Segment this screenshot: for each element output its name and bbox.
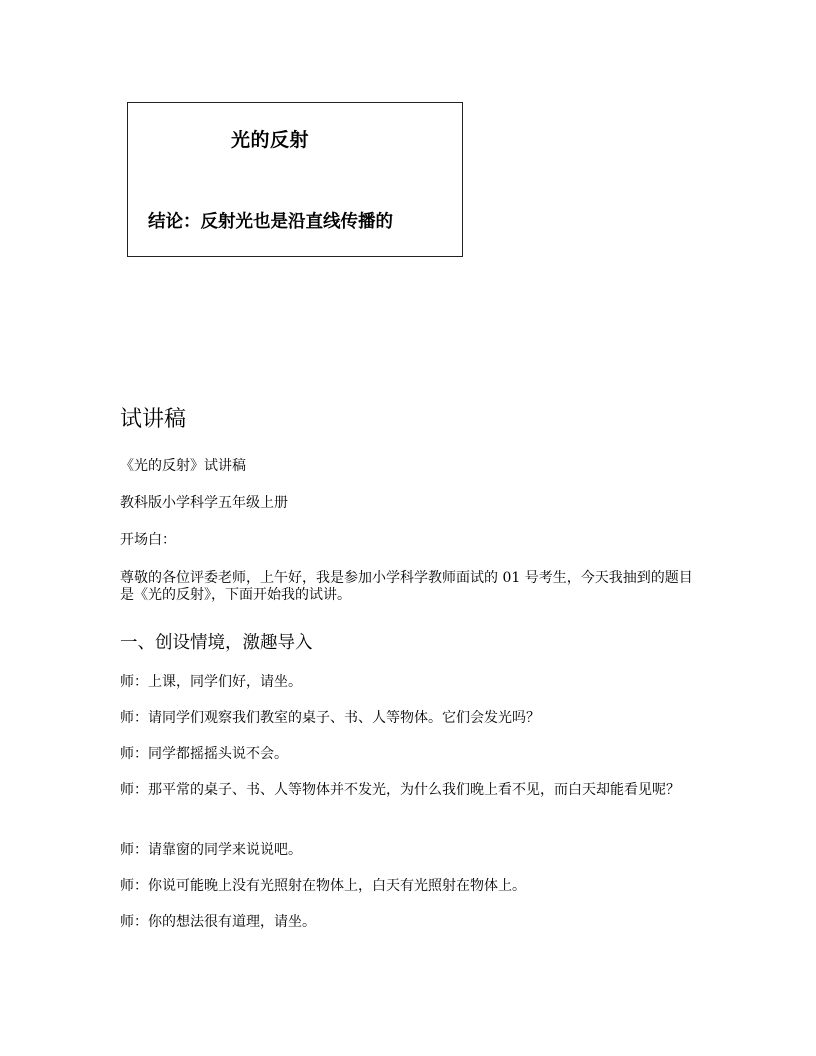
opening-label: 开场白： xyxy=(120,532,176,548)
dialogue-line: 师：请靠窗的同学来说说吧。 xyxy=(120,842,302,858)
textbook-info: 教科版小学科学五年级上册 xyxy=(120,495,288,511)
dialogue-line: 师：你说可能晚上没有光照射在物体上，白天有光照射在物体上。 xyxy=(120,878,526,894)
opening-text: 尊敬的各位评委老师，上午好，我是参加小学科学教师面试的 01 号考生，今天我抽到的题目是《光的反射》，下面开始我的试讲。 xyxy=(120,570,693,603)
document-subtitle: 《光的反射》试讲稿 xyxy=(120,458,246,474)
dialogue-line: 师：上课，同学们好，请坐。 xyxy=(120,674,302,690)
document-heading: 试讲稿 xyxy=(120,407,187,432)
slide-title: 光的反射 xyxy=(231,129,310,151)
dialogue-line: 师：同学都摇摇头说不会。 xyxy=(120,746,288,762)
dialogue-line: 师：那平常的桌子、书、人等物体并不发光，为什么我们晚上看不见，而白天却能看见呢？ xyxy=(120,782,680,798)
slide-image xyxy=(127,102,463,257)
dialogue-line: 师：你的想法很有道理，请坐。 xyxy=(120,914,316,930)
section-heading: 一、创设情境，激趣导入 xyxy=(120,633,313,653)
dialogue-line: 师：请同学们观察我们教室的桌子、书、人等物体。它们会发光吗？ xyxy=(120,710,540,726)
slide-conclusion: 结论：反射光也是沿直线传播的 xyxy=(148,212,393,232)
